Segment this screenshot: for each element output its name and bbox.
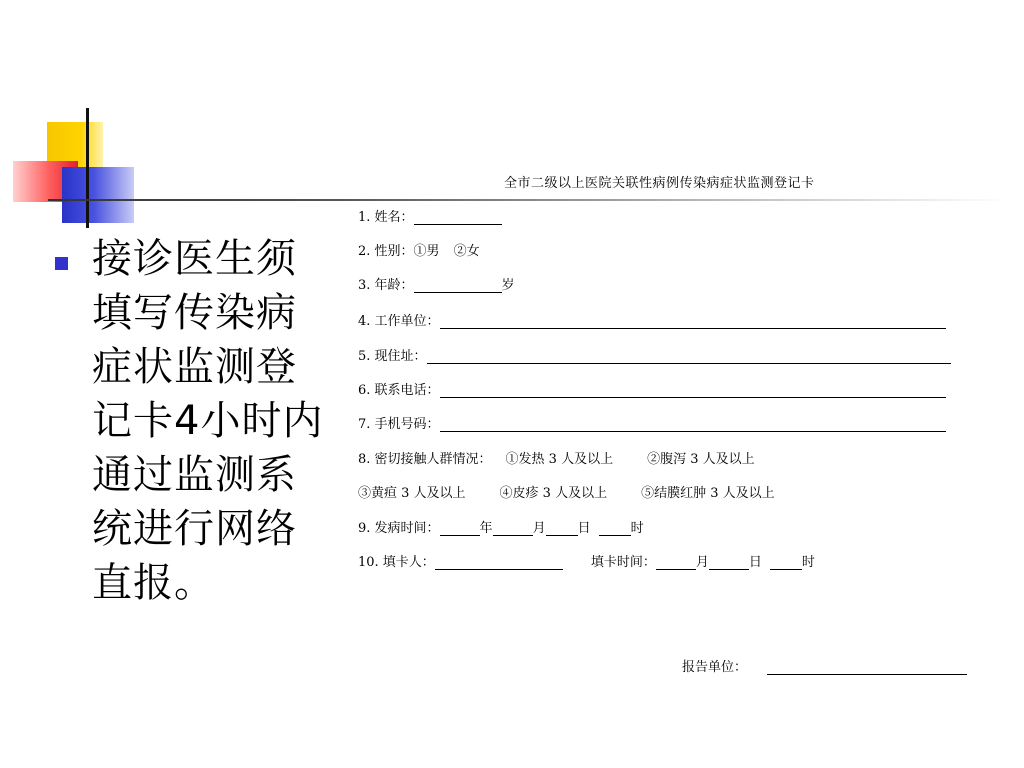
onset-label: 9. 发病时间： (358, 521, 440, 536)
sex-label: 2. 性别： (358, 244, 414, 259)
onset-month-unit: 月 (532, 521, 546, 536)
address-label: 5. 现住址： (358, 349, 427, 364)
mobile-label: 7. 手机号码： (358, 417, 440, 432)
field-sex (358, 240, 480, 259)
mobile-blank[interactable] (440, 417, 946, 432)
sex-option-male[interactable]: ①男 (413, 244, 440, 259)
field-age (358, 274, 515, 293)
field-name (358, 206, 502, 225)
work-unit-label: 4. 工作单位： (358, 314, 440, 329)
onset-hour-blank[interactable] (599, 521, 631, 536)
age-unit: 岁 (501, 278, 515, 293)
age-blank[interactable] (414, 278, 502, 293)
field-filler (358, 551, 815, 570)
contact-option-diarrhea[interactable]: ②腹泻 3 人及以上 (647, 452, 755, 467)
report-unit-blank[interactable] (767, 660, 967, 675)
field-phone (358, 379, 946, 398)
name-label: 1. 姓名： (358, 210, 414, 225)
onset-year-unit: 年 (479, 521, 493, 536)
decor-blue-square (62, 167, 134, 223)
contact-option-fever[interactable]: ①发热 3 人及以上 (505, 452, 614, 467)
contact-option-jaundice[interactable]: ③黄疸 3 人及以上 (358, 486, 466, 501)
filler-label: 10. 填卡人： (358, 555, 435, 570)
fill-time-label: 填卡时间： (590, 555, 656, 570)
contact-option-conjunctivitis[interactable]: ⑤结膜红肿 3 人及以上 (641, 486, 775, 501)
age-label: 3. 年龄： (358, 278, 414, 293)
sex-option-female[interactable]: ②女 (453, 244, 480, 259)
fill-month-unit: 月 (695, 555, 709, 570)
onset-month-blank[interactable] (493, 521, 533, 536)
onset-day-blank[interactable] (546, 521, 578, 536)
bullet-marker-icon (55, 257, 68, 270)
field-onset-time (358, 517, 644, 536)
phone-blank[interactable] (440, 383, 946, 398)
phone-label: 6. 联系电话： (358, 383, 440, 398)
fill-day-blank[interactable] (709, 555, 749, 570)
bullet-text: 接诊医生须填写传染病症状监测登记卡4小时内通过监测系统进行网络直报。 (92, 236, 324, 606)
report-unit-label: 报告单位： (682, 660, 748, 675)
onset-hour-unit: 时 (630, 521, 644, 536)
name-blank[interactable] (414, 210, 502, 225)
field-work-unit (358, 310, 946, 329)
fill-hour-unit: 时 (801, 555, 815, 570)
field-address (358, 345, 951, 364)
form-title: 全市二级以上医院关联性病例传染病症状监测登记卡 (504, 176, 815, 191)
field-mobile (358, 413, 946, 432)
address-blank[interactable] (427, 349, 951, 364)
filler-blank[interactable] (435, 555, 563, 570)
contact-label: 8. 密切接触人群情况： (358, 452, 492, 467)
fill-hour-blank[interactable] (770, 555, 802, 570)
fill-month-blank[interactable] (656, 555, 696, 570)
work-unit-blank[interactable] (440, 314, 946, 329)
field-report-unit (682, 656, 967, 675)
field-contact-group-2 (358, 482, 775, 501)
contact-option-rash[interactable]: ④皮疹 3 人及以上 (499, 486, 608, 501)
onset-day-unit: 日 (577, 521, 591, 536)
fill-day-unit: 日 (748, 555, 762, 570)
decor-horizontal-rule (48, 199, 1008, 201)
decor-vertical-line (86, 108, 89, 228)
onset-year-blank[interactable] (440, 521, 480, 536)
field-contact-group (358, 448, 755, 467)
